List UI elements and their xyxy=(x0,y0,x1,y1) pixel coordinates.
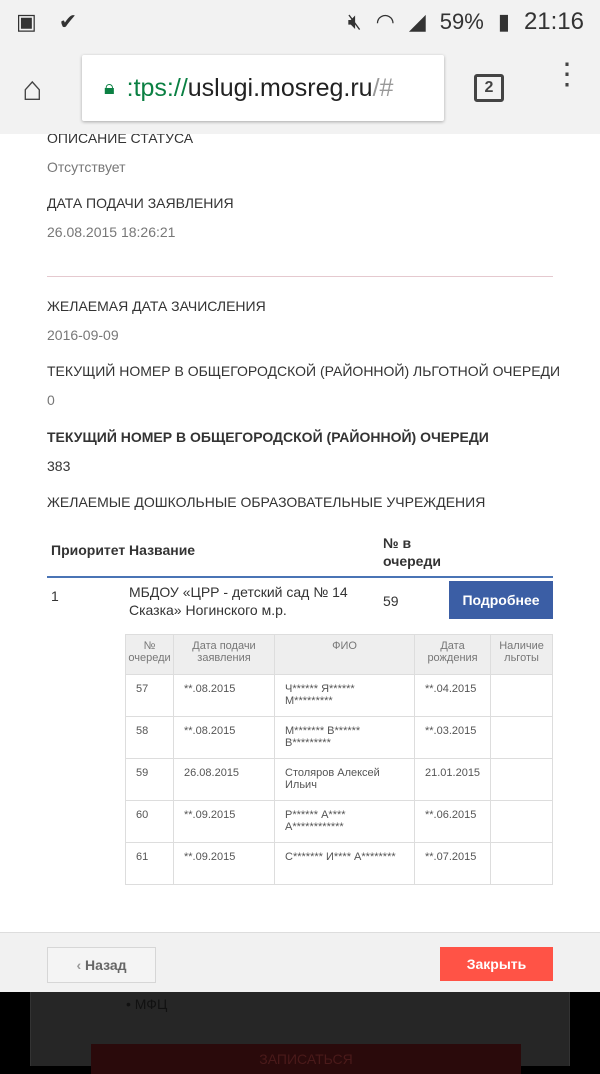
submission-date-value: 26.08.2015 18:26:21 xyxy=(47,224,176,240)
cell-queue-number: 60 xyxy=(126,801,174,843)
desired-institutions-label: ЖЕЛАЕМЫЕ ДОШКОЛЬНЫЕ ОБРАЗОВАТЕЛЬНЫЕ УЧРЕЖДЕНИЯ xyxy=(47,494,486,510)
institution-name-cont: Сказка» Ногинского м.р. xyxy=(129,602,287,618)
cell-queue-number: 61 xyxy=(126,843,174,885)
cell-full-name: С******* И**** А******** xyxy=(275,843,415,885)
col-queue-number: № очереди xyxy=(126,635,174,675)
table-row xyxy=(126,801,553,843)
back-button[interactable] xyxy=(47,947,156,983)
benefit-queue-label: ТЕКУЩИЙ НОМЕР В ОБЩЕГОРОДСКОЙ (РАЙОННОЙ) ЛЬГОТНОЙ ОЧЕРЕДИ xyxy=(47,363,561,379)
table-row xyxy=(126,843,553,885)
details-button[interactable]: Подробнее xyxy=(449,581,553,619)
application-details xyxy=(0,134,600,932)
benefit-queue-value: 0 xyxy=(47,392,55,408)
cell-benefit xyxy=(491,843,553,885)
institution-name: МБДОУ «ЦРР - детский сад № 14 xyxy=(129,584,348,600)
cell-full-name: Столяров Алексей Ильич xyxy=(275,759,415,801)
cell-full-name: Р****** А**** А************ xyxy=(275,801,415,843)
queue-position: 59 xyxy=(383,593,399,609)
home-icon[interactable]: ⌂ xyxy=(22,70,43,108)
more-menu-icon[interactable]: ⋮ xyxy=(552,58,582,91)
background-page xyxy=(0,992,600,1066)
background-panel xyxy=(30,992,570,1066)
general-queue-label: ТЕКУЩИЙ НОМЕР В ОБЩЕГОРОДСКОЙ (РАЙОННОЙ) ОЧЕРЕДИ xyxy=(47,429,489,445)
cell-full-name: М******* В****** В********* xyxy=(275,717,415,759)
browser-toolbar xyxy=(0,44,600,134)
url-scheme: :tps:// xyxy=(126,73,188,102)
col-priority: Приоритет xyxy=(51,542,126,558)
general-queue-value: 383 xyxy=(47,458,71,474)
col-name: Название xyxy=(129,542,196,558)
url-path: /# xyxy=(372,73,394,102)
url-host: uslugi.mosreg.ru xyxy=(187,73,373,102)
priority: 1 xyxy=(51,588,59,604)
close-button[interactable]: Закрыть xyxy=(440,947,553,981)
table-row xyxy=(126,759,553,801)
col-position: № в очереди xyxy=(383,535,441,569)
table-row xyxy=(126,675,553,717)
cell-queue-number: 58 xyxy=(126,717,174,759)
cell-submission-date: **.08.2015 xyxy=(174,675,275,717)
status-description-label: ОПИСАНИЕ СТАТУСА xyxy=(47,134,194,146)
check-notification-icon: ✔ xyxy=(58,9,78,34)
status-bar xyxy=(0,0,600,44)
lock-icon: 🔒︎ xyxy=(104,76,115,99)
desired-date-label: ЖЕЛАЕМАЯ ДАТА ЗАЧИСЛЕНИЯ xyxy=(47,298,266,314)
cell-birth-date: **.07.2015 xyxy=(415,843,491,885)
cell-birth-date: **.06.2015 xyxy=(415,801,491,843)
cell-benefit xyxy=(491,759,553,801)
col-full-name: ФИО xyxy=(275,635,415,675)
clock: 21:16 xyxy=(523,8,584,35)
cell-benefit xyxy=(491,717,553,759)
cell-full-name: Ч****** Я****** М********* xyxy=(275,675,415,717)
table-row xyxy=(47,580,553,630)
cell-submission-date: **.08.2015 xyxy=(174,717,275,759)
cell-birth-date: 21.01.2015 xyxy=(415,759,491,801)
status-description-value: Отсутствует xyxy=(47,159,126,175)
cell-benefit xyxy=(491,675,553,717)
cell-benefit xyxy=(491,801,553,843)
back-label: Назад xyxy=(85,957,127,973)
cell-submission-date: **.09.2015 xyxy=(174,801,275,843)
cell-submission-date: 26.08.2015 xyxy=(174,759,275,801)
cell-birth-date: **.04.2015 xyxy=(415,675,491,717)
col-benefit: Наличие льготы xyxy=(491,635,553,675)
desired-date-value: 2016-09-09 xyxy=(47,327,119,343)
gallery-notification-icon: ▣ xyxy=(16,9,37,34)
list-item: • МФЦ xyxy=(126,996,168,1012)
dialog-footer xyxy=(0,932,600,992)
cell-submission-date: **.09.2015 xyxy=(174,843,275,885)
battery-icon: ▮ xyxy=(497,9,510,34)
col-submission-date: Дата подачи заявления xyxy=(174,635,275,675)
queue-table-header xyxy=(47,532,553,578)
submission-date-label: ДАТА ПОДАЧИ ЗАЯВЛЕНИЯ xyxy=(47,195,234,211)
list-item-label: МФЦ xyxy=(134,996,168,1012)
queue-neighbors-table xyxy=(125,634,553,885)
mute-icon: 🔇︎ xyxy=(347,9,362,34)
chevron-left-icon: ‹ xyxy=(76,957,86,973)
cell-queue-number: 59 xyxy=(126,759,174,801)
col-birth-date: Дата рождения xyxy=(415,635,491,675)
table-row xyxy=(126,717,553,759)
wifi-icon: ◠ xyxy=(375,9,395,34)
signup-button: ЗАПИСАТЬСЯ xyxy=(91,1044,521,1074)
signal-icon: ◢ xyxy=(408,9,426,34)
battery-percent: 59% xyxy=(439,9,484,34)
tab-switcher-button[interactable]: 2 xyxy=(474,74,504,102)
address-bar[interactable] xyxy=(82,55,444,121)
cell-birth-date: **.03.2015 xyxy=(415,717,491,759)
divider xyxy=(47,276,553,277)
cell-queue-number: 57 xyxy=(126,675,174,717)
